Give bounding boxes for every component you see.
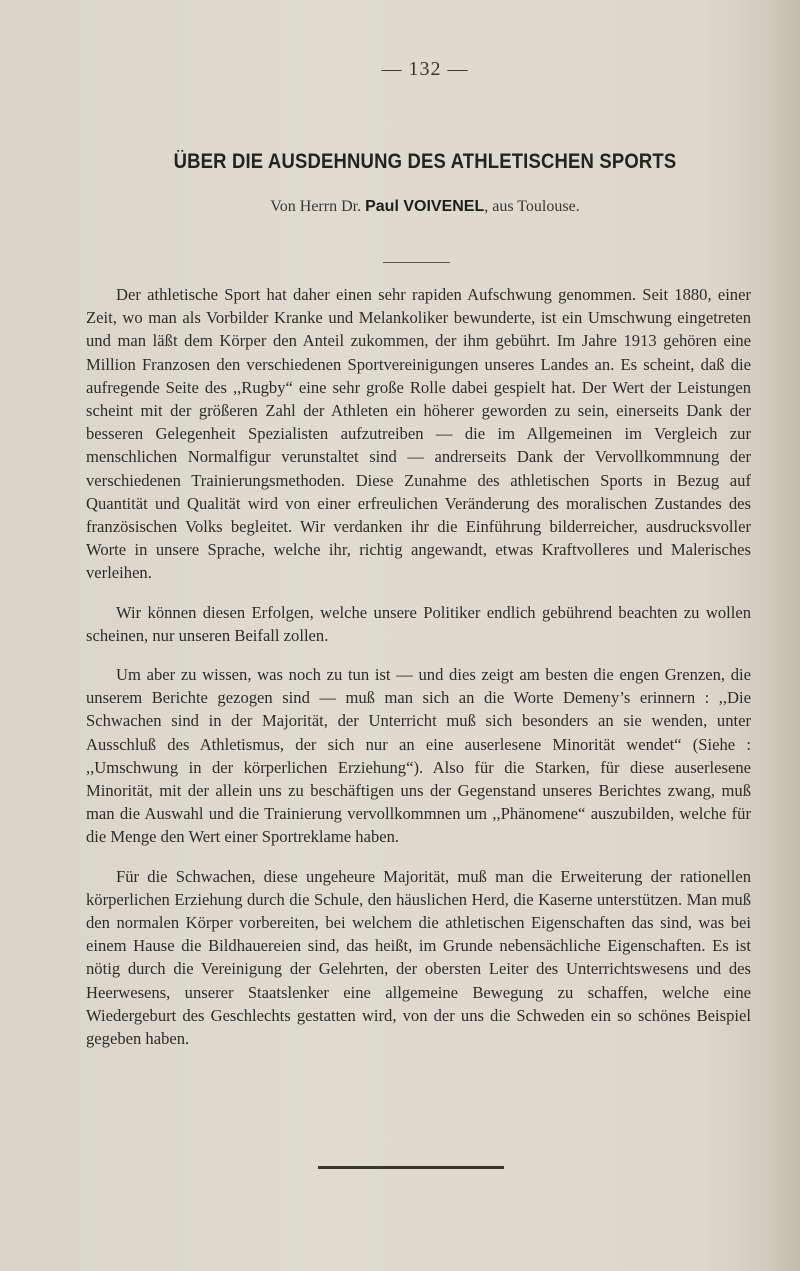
byline-author: Paul VOIVENEL (365, 198, 485, 215)
article-title: ÜBER DIE AUSDEHNUNG DES ATHLETISCHEN SPORTS (173, 150, 677, 173)
paragraph: Um aber zu wissen, was noch zu tun ist — und dies zeigt am besten die engen Grenzen, die unserem Berichte gezogen sind — muß man sich an die Worte Demeny’s erinnern : ,,Die Schwachen sind in der Majorität, der Unterricht muß sich besonders an sie wenden, unter Ausschluß des Athletismus, der sich nur an eine auserlesene Minorität wendet“ (Siehe : ,,Umschwung in der körperlichen Erziehung“). Also für die Starken, für diese auserlesene Minorität, mit der allein uns zu beschäftigen uns der Gegenstand unseres Berichtes zwang, muß man die Auswahl und die Trainierung vervollkommnen um ,,Phänomene“ auszubilden, welche für die Menge den Wert einer Sportreklame haben. (86, 665, 751, 847)
page-number: — 132 — (381, 58, 469, 80)
title-divider (383, 262, 450, 263)
paragraph: Wir können diesen Erfolgen, welche unsere Politiker endlich gebührend beachten zu wollen scheinen, nur unseren Beifall zollen. (86, 602, 751, 645)
paragraph: Für die Schwachen, diese ungeheure Majorität, muß man die Erweiterung der rationellen körperlichen Erziehung durch die Schule, den häuslichen Herd, die Kaserne unterstützen. Man muß den normalen Körper vorbereiten, bei welchem die athletischen Eigenschaften das sind, was bei einem Hause die Bildhauereien sind, das heißt, im Grunde nebensächliche Eigenschaften. Es ist nötig durch die Vereinigung der Gelehrten, der obersten Leiter des Unterrichtswesens und des Heerwesens, unserer Staatslenker eine allgemeine Bewegung zu schaffen, welche eine Wiedergeburt des Geschlechts gestatten wird, von der uns die Schweden ein so schönes Beispiel gegeben haben. (86, 866, 751, 1049)
end-divider (318, 1166, 504, 1169)
paragraph: Der athletische Sport hat daher einen sehr rapiden Aufschwung genommen. Seit 1880, einer Zeit, wo man als Vorbilder Kranke und Melankoliker bewunderte, ist ein Umschwung eingetreten und man läßt dem Körper den Anteil zukommen, der ihm gebührt. Im Jahre 1913 gehören eine Million Franzosen den verschiedenen Sportvereinigungen unseres Landes an. Es scheint, daß die aufregende Seite des ,,Rugby“ eine sehr große Rolle dabei gespielt hat. Der Wert der Leistungen scheint mit der größeren Zahl der Athleten ein höherer geworden zu sein, einerseits Dank der besseren Gelegenheit Spezialisten aufzutreiben — die im Allgemeinen im Vergleich zur menschlichen Normalfigur verunstaltet sind — andrerseits Dank der Vervollkommnung der verschiedenen Trainierungsmethoden. Diese Zunahme des athletischen Sports in Bezug auf Quantität und Qualität wird von einer erfreulichen Veränderung des moralischen Zustandes des französischen Volks begleitet. Wir verdanken ihr die Einführung bilderreicher, ausdrucksvoller Worte in unsere Sprache, welche ihr, richtig angewandt, etwas Kraftvolleres und Malerisches verleihen. (86, 285, 751, 583)
byline-prefix: Von Herrn Dr. (270, 198, 366, 215)
article-body (86, 283, 751, 1050)
byline (0, 198, 800, 216)
byline-suffix: , aus Toulouse. (484, 198, 580, 215)
